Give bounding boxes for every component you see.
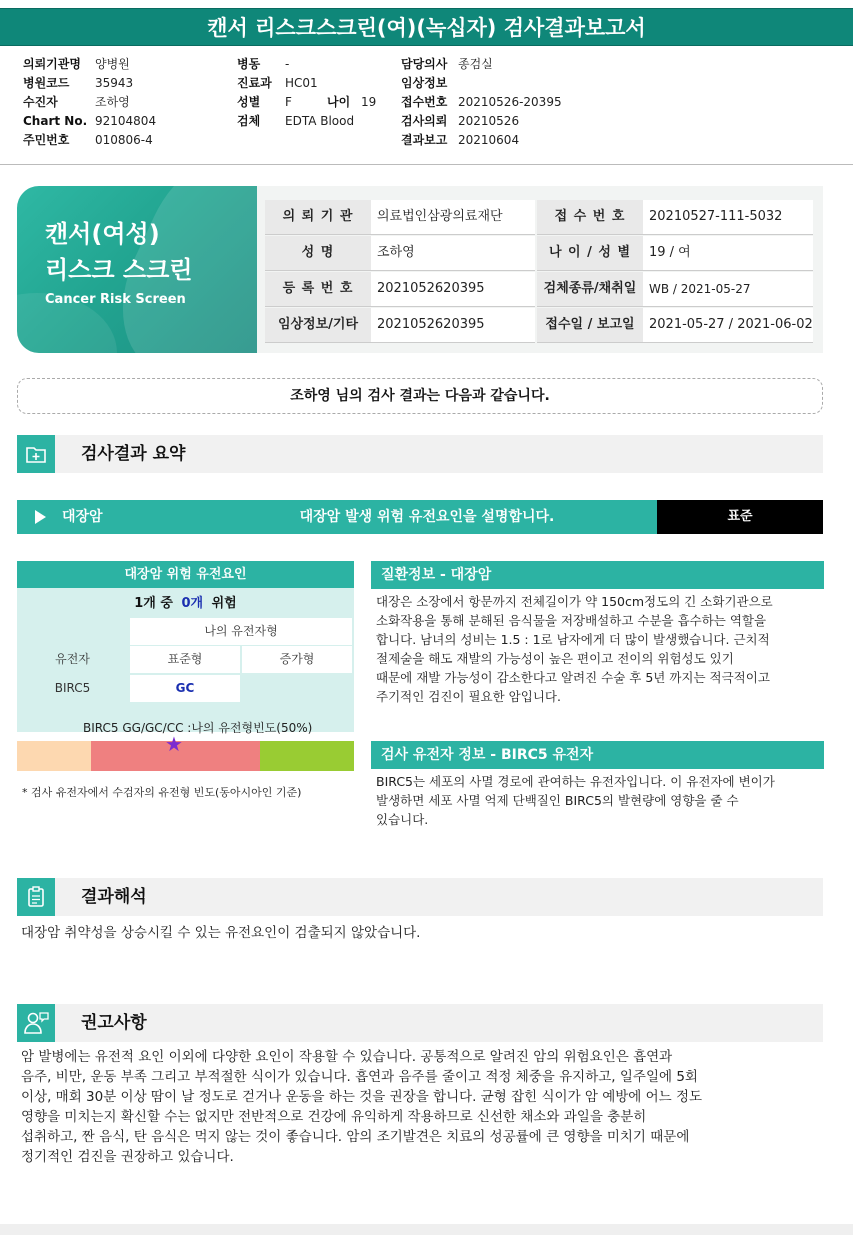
disease-info-line: 주기적인 검진이 필요한 암입니다. (376, 689, 561, 704)
value-dept: HC01 (285, 76, 318, 90)
value-sex: F (285, 95, 292, 109)
risk-count (17, 590, 354, 617)
recommendation-text (21, 1047, 836, 1167)
info-value-age-sex: 19 / 여 (643, 236, 813, 271)
header-col-2 (237, 55, 376, 131)
disease-info-line: 대장은 소장에서 항문까지 전체길이가 약 150cm정도의 긴 소화기관으로 (376, 594, 773, 609)
info-value-org: 의료법인삼광의료재단 (371, 200, 535, 235)
section-summary-title: 검사결과 요약 (81, 444, 186, 464)
gene-info-line: 발생하면 세포 사멸 억제 단백질인 BIRC5의 발현량에 영향을 줄 수 (376, 793, 739, 808)
gene-info-panel (371, 741, 824, 829)
page-footer-bar (0, 1224, 853, 1235)
info-label-clinical: 임상정보/기타 (265, 308, 371, 343)
info-value-receipt: 20210527-111-5032 (643, 200, 813, 235)
label-age: 나이 (327, 95, 351, 109)
banner-line-3: Cancer Risk Screen (45, 292, 186, 307)
label-report-date: 결과보고 (401, 133, 448, 147)
label-sex: 성별 (237, 95, 261, 109)
disease-info-line: 소화작용을 통해 분해된 음식물을 저장배설하고 수분을 흡수하는 역할을 (376, 613, 767, 628)
gene-info-text (371, 769, 824, 829)
disease-info-line: 합니다. 남녀의 성비는 1.5 : 1로 남자에게 더 많이 발생했습니다. 근치적 (376, 632, 770, 647)
interpretation-text: 대장암 취약성을 상승시킬 수 있는 유전요인이 검출되지 않았습니다. (21, 925, 421, 941)
info-value-reg: 2021052620395 (371, 272, 535, 307)
disease-info-line: 때문에 재발 가능성이 감소한다고 알려진 수술 후 5년 까지는 적극적이고 (376, 670, 770, 685)
doctor-chat-icon (17, 1004, 55, 1042)
section-recommendation-header (17, 1004, 823, 1042)
recommendation-line: 정기적인 검진을 권장하고 있습니다. (21, 1149, 234, 1165)
section-interpretation-title: 결과해석 (81, 887, 147, 907)
value-hospital-code: 35943 (95, 76, 134, 90)
value-receipt-no: 20210526-20395 (458, 95, 562, 109)
risk-count-suffix: 위험 (211, 596, 237, 611)
label-chart-no: Chart No. (23, 114, 88, 128)
my-genotype-header: 나의 유전자형 (130, 618, 352, 645)
label-receipt-no: 접수번호 (401, 95, 448, 109)
info-label-receipt: 접 수 번 호 (537, 200, 643, 235)
header-col-3 (401, 55, 562, 150)
result-greeting: 조하영 님의 검사 결과는 다음과 같습니다. (17, 378, 823, 414)
report-title: 캔서 리스크스크린(여)(녹십자) 검사결과보고서 (0, 8, 853, 46)
recommendation-line: 이상, 매회 30분 이상 땀이 날 정도로 걷거나 운동을 하는 것을 권장을 합니다. 균형 잡힌 식이가 암 예방에 어느 정도 (21, 1089, 703, 1105)
value-resident-no: 010806-4 (95, 133, 153, 147)
value-request-date: 20210526 (458, 114, 520, 128)
clipboard-icon (17, 878, 55, 916)
folder-plus-icon (17, 435, 55, 473)
gene-info-title: 검사 유전자 정보 - BIRC5 유전자 (371, 741, 824, 769)
increase-col-header: 증가형 (242, 646, 352, 673)
genotype-frequency-label: BIRC5 GG/GC/CC :나의 유전형빈도(50%) (83, 721, 313, 735)
cancer-type-bar (17, 500, 823, 534)
risk-count-prefix: 1개 중 (134, 596, 173, 611)
gene-risk-table (17, 561, 354, 732)
header-col-1 (23, 55, 156, 150)
label-clinical-info: 임상정보 (401, 76, 448, 90)
section-summary-header (17, 435, 823, 473)
info-label-reg: 등 록 번 호 (265, 272, 371, 307)
cancer-risk-banner (17, 186, 257, 353)
recommendation-line: 영향을 미치는지 확신할 수는 없지만 전반적으로 건강에 유익하게 작용하므로 신선한 채소와 과일을 충분히 (21, 1109, 647, 1125)
frequency-segment (17, 741, 91, 771)
play-arrow-icon (35, 510, 46, 524)
value-specimen: EDTA Blood (285, 114, 355, 128)
info-value-clinical: 2021052620395 (371, 308, 535, 343)
disease-info-text (371, 589, 824, 706)
gene-info-line: 있습니다. (376, 812, 429, 827)
value-patient: 조하영 (95, 95, 130, 109)
recommendation-line: 섭취하고, 짠 음식, 탄 음식은 먹지 않는 것이 좋습니다. 암의 조기발견은 치료의 성공률에 큰 영향을 미치기 때문에 (21, 1129, 690, 1145)
value-chart-no: 92104804 (95, 114, 157, 128)
label-doctor: 담당의사 (401, 57, 448, 71)
gene-table-title: 대장암 위험 유전요인 (17, 561, 354, 588)
info-value-name: 조하영 (371, 236, 535, 271)
info-value-sample: WB / 2021-05-27 (643, 272, 813, 307)
value-org: 양병원 (95, 57, 130, 71)
label-specimen: 검체 (237, 114, 261, 128)
label-request-date: 검사의뢰 (401, 114, 448, 128)
disease-info-title: 질환정보 - 대장암 (371, 561, 824, 589)
gene-info-line: BIRC5는 세포의 사멸 경로에 관여하는 유전자입니다. 이 유전자에 변이가 (376, 774, 775, 789)
disease-info-panel (371, 561, 824, 706)
label-org: 의뢰기관명 (23, 57, 81, 71)
banner-line-1: 캔서(여성) (45, 220, 160, 248)
label-patient: 수진자 (23, 95, 58, 109)
risk-count-value: 0개 (181, 596, 204, 611)
disease-info-line: 절제술을 해도 재발의 가능성이 높은 편이고 전이의 위험성도 있기 (376, 651, 734, 666)
standard-genotype-value: GC (130, 675, 240, 702)
recommendation-line: 음주, 비만, 운동 부족 그리고 부적절한 식이가 있습니다. 흡연과 음주를 줄이고 적정 체중을 유지하고, 일주일에 5회 (21, 1069, 698, 1085)
info-label-sample: 검체종류/채취일 (537, 272, 643, 307)
section-interpretation-header (17, 878, 823, 916)
label-hospital-code: 병원코드 (23, 76, 70, 90)
value-ward: - (285, 57, 290, 71)
info-value-dates: 2021-05-27 / 2021-06-02 (643, 308, 813, 343)
frequency-segment (260, 741, 354, 771)
standard-col-header: 표준형 (130, 646, 240, 673)
value-doctor: 종검실 (458, 57, 493, 71)
info-label-age-sex: 나 이 / 성 별 (537, 236, 643, 271)
my-genotype-star-icon: ★ (165, 732, 183, 756)
label-dept: 진료과 (237, 76, 272, 90)
gene-col-header: 유전자 (55, 652, 90, 666)
frequency-footnote: * 검사 유전자에서 수검자의 유전형 빈도(동아시아인 기준) (22, 786, 302, 799)
header-divider (0, 164, 853, 165)
label-resident-no: 주민번호 (23, 133, 70, 147)
section-recommendation-title: 권고사항 (81, 1013, 147, 1033)
patient-info-panel (257, 186, 823, 353)
info-label-name: 성 명 (265, 236, 371, 271)
gene-name: BIRC5 (54, 681, 91, 695)
risk-level-badge: 표준 (657, 500, 823, 534)
genotype-frequency-bar (17, 732, 354, 771)
label-ward: 병동 (237, 57, 261, 71)
info-label-org: 의 뢰 기 관 (265, 200, 371, 235)
value-age: 19 (361, 95, 377, 109)
recommendation-line: 암 발병에는 유전적 요인 이외에 다양한 요인이 작용할 수 있습니다. 공통적으로 알려진 암의 위험요인은 흡연과 (21, 1049, 673, 1065)
banner-line-2: 리스크 스크린 (45, 256, 193, 284)
cancer-description: 대장암 발생 위험 유전요인을 설명합니다. (299, 509, 555, 525)
gene-table-body (17, 588, 354, 732)
cancer-name: 대장암 (62, 509, 103, 525)
value-report-date: 20210604 (458, 133, 520, 147)
info-label-dates: 접수일 / 보고일 (537, 308, 643, 343)
